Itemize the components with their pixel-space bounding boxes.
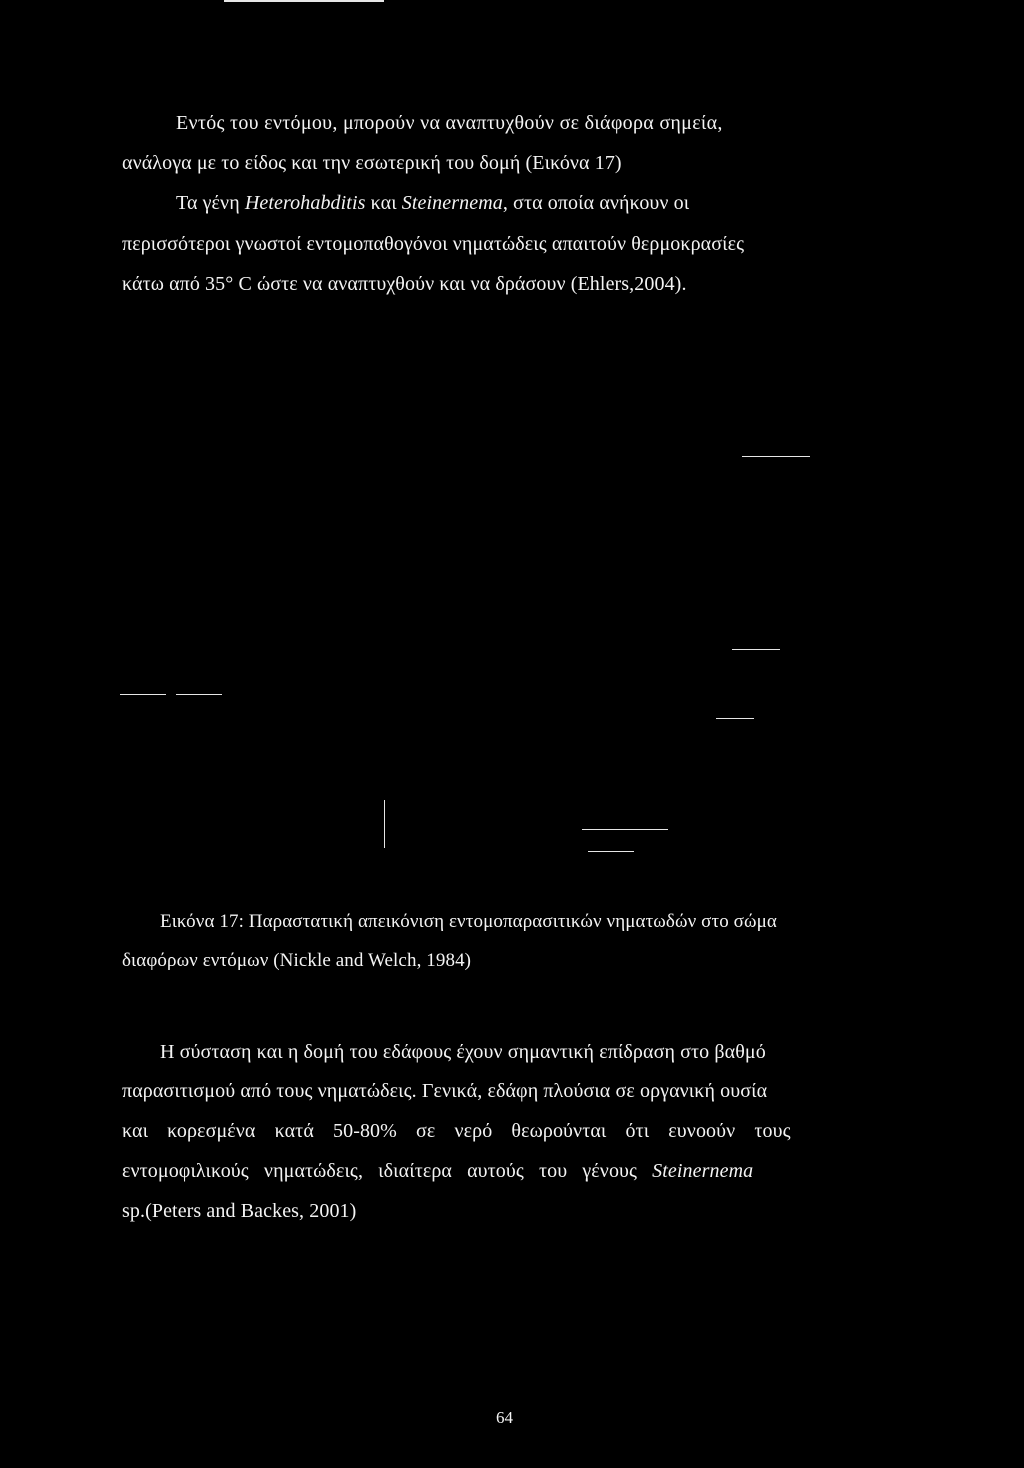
genus-heterohabditis: Heterohabditis (244, 192, 366, 214)
paragraph-2-line-4: εντομοφιλικούς νηματώδεις, ιδιαίτερα αυτούς του γένους Steinernema (122, 1160, 754, 1182)
paragraph-1-line-5: κάτω από 35° C ώστε να αναπτυχθούν και να δράσουν (Ehlers,2004). (122, 273, 687, 295)
page-number: 64 (496, 1408, 513, 1427)
paragraph-1-line-4: περισσότεροι γνωστοί εντομοπαθογόνοι νηματώδεις απαιτούν θερμοκρασίες (122, 233, 745, 255)
figure-mark (582, 829, 668, 830)
paragraph-1-line-3: Τα γένη Heterohabditis και Steinernema, στα οποία ανήκουν οι (176, 192, 690, 214)
paragraph-2-line-2: παρασιτισμού από τους νηματώδεις. Γενικά, εδάφη πλούσια σε οργανική ουσία (122, 1080, 768, 1102)
genus-steinernema: Steinernema (401, 192, 503, 214)
figure-mark (120, 694, 166, 695)
figure-mark (716, 718, 754, 719)
figure-caption-line-2: διαφόρων εντόμων (Nickle and Welch, 1984) (122, 950, 472, 971)
paragraph-1-line-1 (176, 112, 884, 135)
paragraph-2-line-3: και κορεσμένα κατά 50-80% σε νερό θεωρούνται ότι ευνοούν τους (122, 1120, 791, 1142)
figure-caption-line-1: Εικόνα 17: Παραστατική απεικόνιση εντομοπαρασιτικών νηματωδών στο σώμα (160, 911, 777, 932)
genus-steinernema-2: Steinernema (652, 1160, 754, 1182)
top-edge-mark (224, 0, 384, 2)
paragraph-1-line-2: ανάλογα με το είδος και την εσωτερική του δομή (Εικόνα 17) (122, 152, 622, 174)
figure-mark (176, 694, 222, 695)
paragraph-2-line-1: Η σύσταση και η δομή του εδάφους έχουν σημαντική επίδραση στο βαθμό (160, 1041, 766, 1063)
paragraph-2-line-5: sp.(Peters and Backes, 2001) (122, 1200, 357, 1222)
figure-mark (384, 800, 385, 848)
figure-mark (588, 851, 634, 852)
figure-mark (732, 649, 780, 650)
figure-17-area (110, 420, 900, 860)
p1-l1-text: Εντός του εντόμου, μπορούν να αναπτυχθούν σε διάφορα σημεία, (176, 112, 723, 134)
figure-mark (742, 456, 810, 457)
